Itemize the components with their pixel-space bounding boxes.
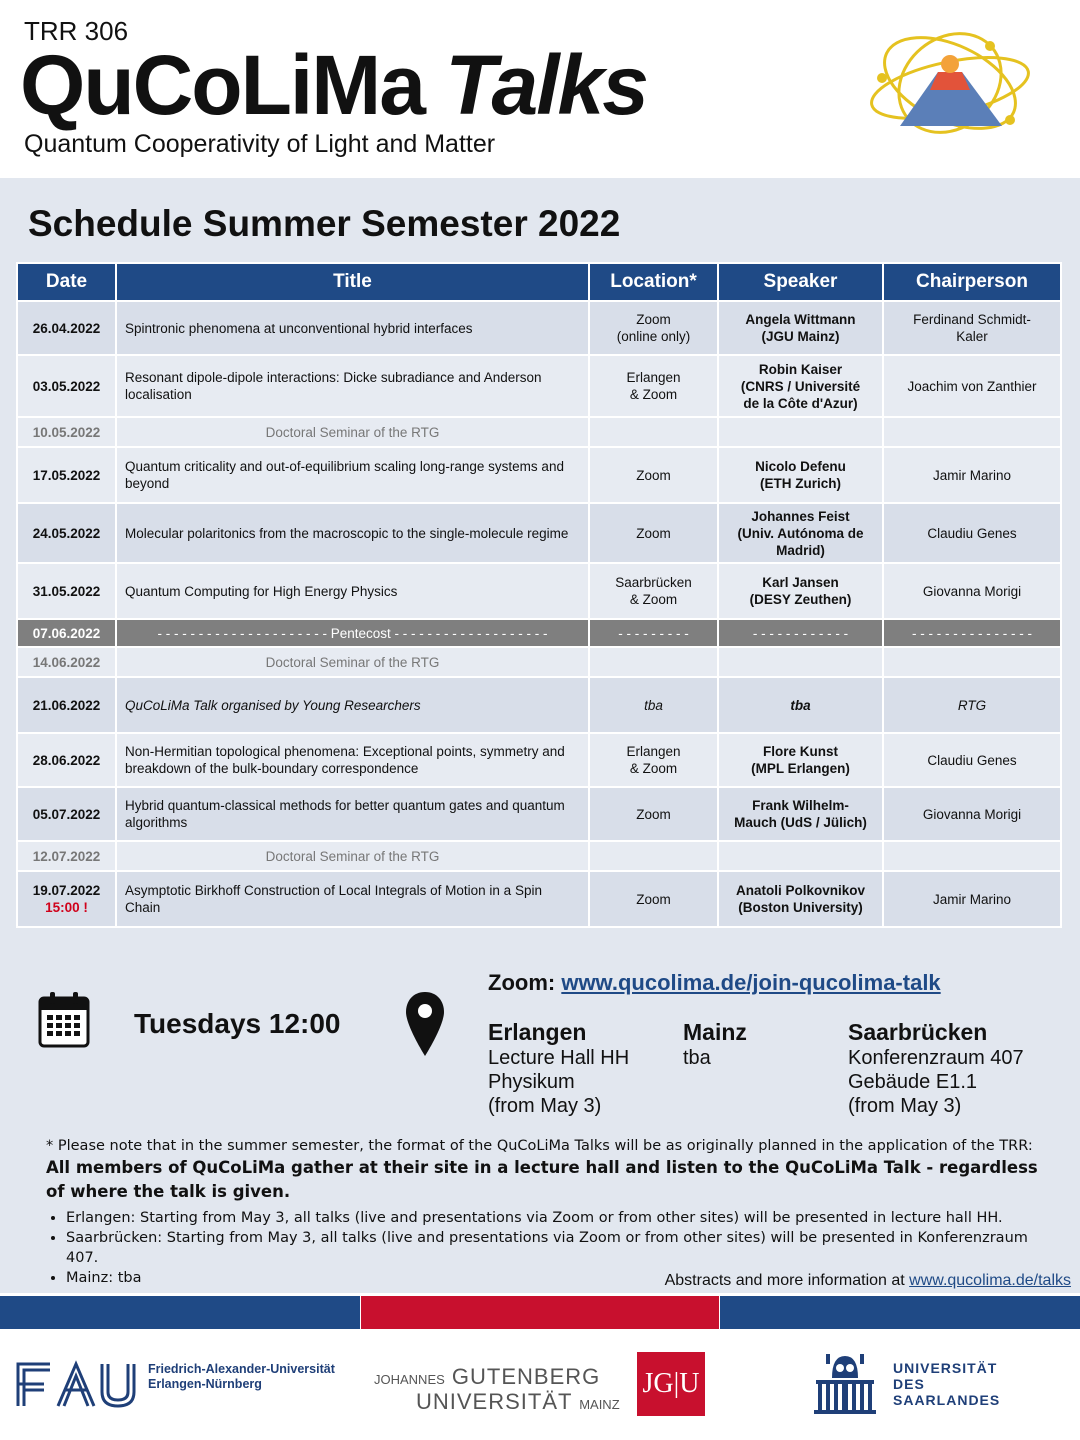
site-name: Erlangen <box>488 1019 587 1045</box>
brand-main: QuCoLiMa <box>20 38 446 132</box>
cell-chair <box>883 417 1061 447</box>
col-speaker: Speaker <box>718 263 883 301</box>
cell-location: Zoom (online only) <box>589 301 718 355</box>
cell-title: Quantum criticality and out-of-equilibrium scaling long-range systems and beyond <box>116 447 589 503</box>
date-text: 28.06.2022 <box>32 752 101 768</box>
subtitle: Quantum Cooperativity of Light and Matter <box>24 130 496 158</box>
cell-title: Hybrid quantum-classical methods for better quantum gates and quantum algorithms <box>116 787 589 841</box>
talk-time: Tuesdays 12:00 <box>134 1008 341 1039</box>
cell-speaker <box>718 841 883 871</box>
site-saarbruecken <box>848 1018 1024 1118</box>
list-item: • Erlangen: Starting from May 3, all talks (live and presentations via Zoom or from other sites) will be presented in lecture hall HH. <box>66 1208 1046 1228</box>
cell-date <box>17 417 116 447</box>
color-bars <box>0 1296 1080 1329</box>
cell-date <box>17 677 116 733</box>
cell-speaker: Frank Wilhelm- Mauch (UdS / Jülich) <box>718 787 883 841</box>
cell-date <box>17 647 116 677</box>
col-date: Date <box>17 263 116 301</box>
jgu-small: MAINZ <box>579 1397 620 1412</box>
zoom-label: Zoom: <box>488 970 556 995</box>
cell-speaker: Flore Kunst (MPL Erlangen) <box>718 733 883 787</box>
site-mainz <box>683 1018 747 1070</box>
cell-location: Zoom <box>589 787 718 841</box>
site-name: Saarbrücken <box>848 1019 988 1045</box>
schedule-table <box>16 262 1062 928</box>
fau-name <box>148 1362 335 1392</box>
col-location: Location* <box>589 263 718 301</box>
cell-chair: Claudiu Genes <box>883 503 1061 563</box>
table-row <box>17 647 1061 677</box>
list-item: • Saarbrücken: Starting from May 3, all talks (live and presentations via Zoom or from other sites) will be presented in Konferenzraum 407. <box>66 1228 1046 1268</box>
table-row <box>17 677 1061 733</box>
table-row <box>17 563 1061 619</box>
cell-chair <box>883 647 1061 677</box>
uds-crest-icon <box>812 1350 878 1416</box>
uds-name <box>893 1360 1000 1408</box>
schedule-title: Schedule Summer Semester 2022 <box>28 203 621 244</box>
note-intro: * Please note that in the summer semester, the format of the QuCoLiMa Talks will be as originally planned in the application of the TRR: <box>46 1138 1033 1154</box>
table-row <box>17 301 1061 355</box>
date-text: 24.05.2022 <box>32 525 101 541</box>
date-text: 05.07.2022 <box>32 806 101 822</box>
site-line: Lecture Hall HH <box>488 1047 630 1069</box>
date-text: 31.05.2022 <box>32 583 101 599</box>
cell-location <box>589 417 718 447</box>
cell-title: - - - - - - - - - - - - - - - - - - - - - Pentecost - - - - - - - - - - - - - - - - - - - <box>116 619 589 647</box>
cell-date <box>17 355 116 417</box>
jgu-small: JOHANNES <box>374 1372 445 1387</box>
trr-label: TRR 306 <box>24 16 129 46</box>
cell-title: Molecular polaritonics from the macroscopic to the single-molecule regime <box>116 503 589 563</box>
cell-speaker <box>718 647 883 677</box>
cell-title: QuCoLiMa Talk organised by Young Researchers <box>116 677 589 733</box>
cell-speaker <box>718 417 883 447</box>
cell-date <box>17 841 116 871</box>
cell-chair <box>883 841 1061 871</box>
cell-location: - - - - - - - - - <box>589 619 718 647</box>
calendar-icon <box>38 990 90 1048</box>
cell-location: Erlangen & Zoom <box>589 733 718 787</box>
table-row <box>17 841 1061 871</box>
cell-title: Asymptotic Birkhoff Construction of Local Integrals of Motion in a Spin Chain <box>116 871 589 927</box>
time-note: 15:00 ! <box>45 900 88 915</box>
col-title: Title <box>116 263 589 301</box>
date-text: 12.07.2022 <box>32 848 101 864</box>
cell-date <box>17 503 116 563</box>
site-erlangen <box>488 1018 629 1118</box>
cell-location <box>589 841 718 871</box>
uds-line: UNIVERSITÄT <box>893 1360 998 1376</box>
cell-date <box>17 447 116 503</box>
col-chairperson: Chairperson <box>883 263 1061 301</box>
table-row <box>17 871 1061 927</box>
site-name: Mainz <box>683 1019 747 1045</box>
brand-title <box>20 40 647 130</box>
cell-chair: Claudiu Genes <box>883 733 1061 787</box>
note-bold: All members of QuCoLiMa gather at their site in a lecture hall and listen to the QuCoLiMa Talk - regardless of where the talk is given. <box>46 1158 1038 1201</box>
date-text: 07.06.2022 <box>32 625 101 641</box>
cell-date <box>17 301 116 355</box>
date-text: 21.06.2022 <box>32 697 101 713</box>
cell-date <box>17 619 116 647</box>
date-text: 03.05.2022 <box>32 378 101 394</box>
cell-speaker: Anatoli Polkovnikov (Boston University) <box>718 871 883 927</box>
cell-speaker: Robin Kaiser (CNRS / Université de la Côte d'Azur) <box>718 355 883 417</box>
zoom-link[interactable]: www.qucolima.de/join-qucolima-talk <box>561 970 941 995</box>
date-text: 14.06.2022 <box>32 654 101 670</box>
date-text: 17.05.2022 <box>32 467 101 483</box>
talks-link[interactable]: www.qucolima.de/talks <box>909 1272 1071 1289</box>
cell-title: Doctoral Seminar of the RTG <box>116 647 589 677</box>
bar-blue-left <box>0 1296 360 1329</box>
qucolima-logo-icon <box>860 28 1040 138</box>
date-text: 26.04.2022 <box>32 320 101 336</box>
table-row <box>17 503 1061 563</box>
fau-line: Erlangen-Nürnberg <box>148 1377 262 1391</box>
cell-title: Doctoral Seminar of the RTG <box>116 841 589 871</box>
cell-chair: - - - - - - - - - - - - - - - <box>883 619 1061 647</box>
uds-line: SAARLANDES <box>893 1392 1001 1408</box>
cell-location: Saarbrücken & Zoom <box>589 563 718 619</box>
cell-date <box>17 787 116 841</box>
fau-logo-icon <box>14 1360 140 1408</box>
cell-speaker: tba <box>718 677 883 733</box>
location-pin-icon <box>404 990 446 1058</box>
cell-title: Spintronic phenomena at unconventional hybrid interfaces <box>116 301 589 355</box>
abstracts-line <box>665 1272 1071 1290</box>
table-row <box>17 355 1061 417</box>
brand-italic: Talks <box>445 38 647 132</box>
table-row <box>17 787 1061 841</box>
header <box>0 0 1080 178</box>
site-line: Physikum <box>488 1071 575 1093</box>
cell-chair: Jamir Marino <box>883 871 1061 927</box>
cell-chair: Jamir Marino <box>883 447 1061 503</box>
list-item: • Mainz: tba <box>66 1268 1046 1288</box>
cell-title: Quantum Computing for High Energy Physics <box>116 563 589 619</box>
site-line: tba <box>683 1047 711 1069</box>
cell-title: Resonant dipole-dipole interactions: Dicke subradiance and Anderson localisation <box>116 355 589 417</box>
table-row <box>17 447 1061 503</box>
cell-chair: Joachim von Zanthier <box>883 355 1061 417</box>
cell-speaker: Karl Jansen (DESY Zeuthen) <box>718 563 883 619</box>
jgu-big: UNIVERSITÄT <box>416 1389 573 1414</box>
table-row <box>17 733 1061 787</box>
bar-red <box>361 1296 719 1329</box>
cell-title: Doctoral Seminar of the RTG <box>116 417 589 447</box>
cell-location: tba <box>589 677 718 733</box>
cell-date <box>17 563 116 619</box>
jgu-big: GUTENBERG <box>451 1364 601 1389</box>
fau-line: Friedrich-Alexander-Universität <box>148 1362 335 1376</box>
jgu-logo: JG|U <box>637 1352 705 1416</box>
cell-date <box>17 871 116 927</box>
cell-title: Non-Hermitian topological phenomena: Exceptional points, symmetry and breakdown of the bulk-boundary correspondence <box>116 733 589 787</box>
uds-line: DES <box>893 1376 925 1392</box>
cell-speaker: Angela Wittmann (JGU Mainz) <box>718 301 883 355</box>
cell-location: Zoom <box>589 447 718 503</box>
site-line: (from May 3) <box>488 1095 602 1117</box>
cell-speaker: - - - - - - - - - - - - <box>718 619 883 647</box>
format-note <box>46 1138 1046 1288</box>
cell-chair: Ferdinand Schmidt- Kaler <box>883 301 1061 355</box>
date-text: 19.07.2022 <box>32 883 101 898</box>
cell-location: Erlangen & Zoom <box>589 355 718 417</box>
table-row <box>17 619 1061 647</box>
site-line: (from May 3) <box>848 1095 962 1117</box>
cell-location: Zoom <box>589 871 718 927</box>
table-header-row <box>17 263 1061 301</box>
cell-date <box>17 733 116 787</box>
site-line: Gebäude E1.1 <box>848 1071 977 1093</box>
site-line: Konferenzraum 407 <box>848 1047 1024 1069</box>
cell-location: Zoom <box>589 503 718 563</box>
cell-location <box>589 647 718 677</box>
jgu-name <box>374 1366 620 1416</box>
cell-speaker: Nicolo Defenu (ETH Zurich) <box>718 447 883 503</box>
cell-chair: Giovanna Morigi <box>883 563 1061 619</box>
cell-chair: Giovanna Morigi <box>883 787 1061 841</box>
date-text: 10.05.2022 <box>32 424 101 440</box>
table-row <box>17 417 1061 447</box>
zoom-line <box>488 970 941 996</box>
cell-speaker: Johannes Feist (Univ. Autónoma de Madrid) <box>718 503 883 563</box>
cell-chair: RTG <box>883 677 1061 733</box>
abstracts-text: Abstracts and more information at <box>664 1272 910 1289</box>
bar-blue-right <box>720 1296 1080 1329</box>
